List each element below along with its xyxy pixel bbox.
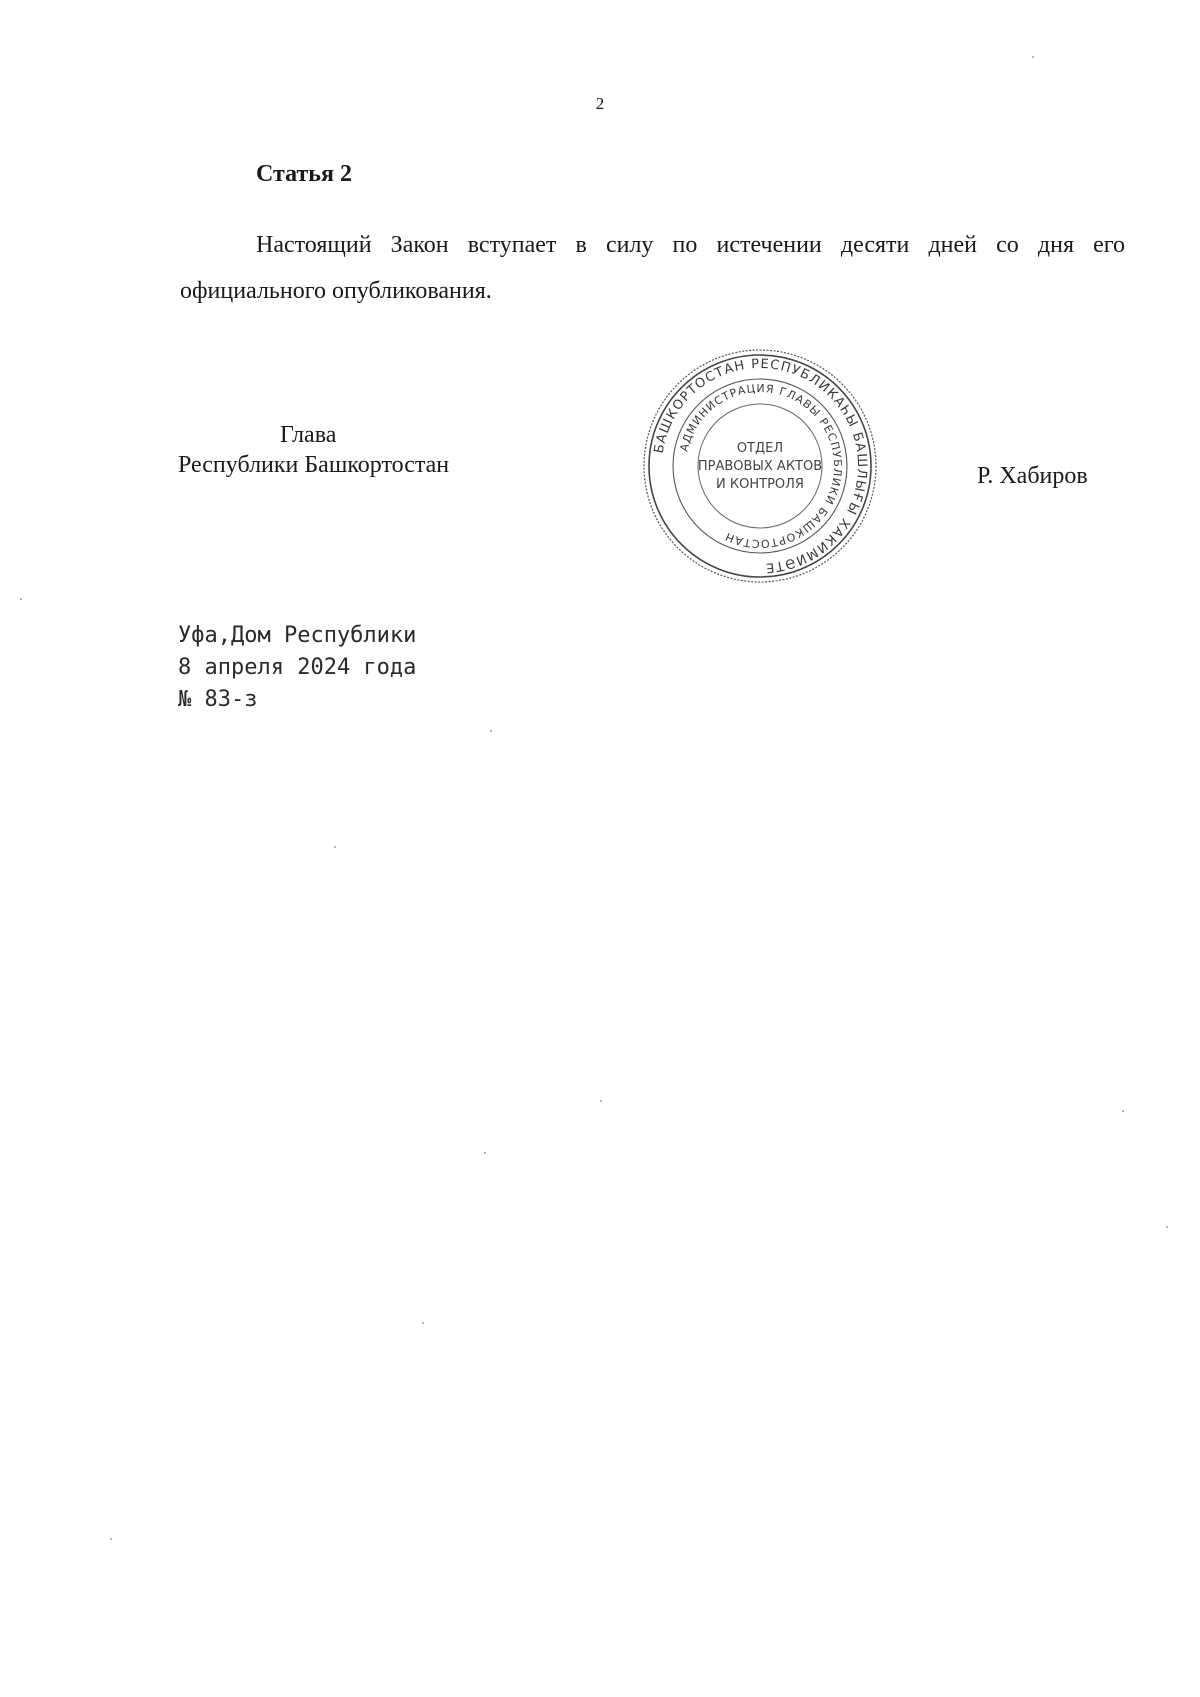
article-text: Настоящий Закон вступает в силу по истечении десяти дней со дня его официального опубликования. xyxy=(180,232,1125,304)
signer-name: Р. Хабиров xyxy=(977,463,1088,489)
stamp-graphic xyxy=(640,346,880,586)
enactment-place: Уфа,Дом Республики xyxy=(178,623,417,648)
law-number: № 83-з xyxy=(178,687,258,712)
scan-speck xyxy=(1166,1226,1168,1228)
stamp-center-line1: ОТДЕЛ xyxy=(736,441,784,456)
signer-position-region: Республики Башкортостан xyxy=(178,452,450,478)
enactment-details xyxy=(178,620,416,716)
stamp-outer-text: БАШКОРТОСТАН РЕСПУБЛИКАҺЫ БАШЛЫҒЫ ХАКИМИӘТЕ xyxy=(651,356,870,575)
stamp-center-line3: И КОНТРОЛЯ xyxy=(716,477,804,492)
stamp-inner-text: АДМИНИСТРАЦИЯ ГЛАВЫ РЕСПУБЛИКИ БАШКОРТОСТАН xyxy=(677,381,845,551)
signer-position xyxy=(178,420,449,480)
scan-speck xyxy=(422,1322,424,1324)
scan-speck xyxy=(490,730,492,732)
scan-speck xyxy=(334,846,336,848)
article-heading: Статья 2 xyxy=(256,161,352,187)
official-stamp xyxy=(640,346,880,586)
scan-speck xyxy=(110,1538,112,1540)
stamp-center-line2: ПРАВОВЫХ АКТОВ xyxy=(697,459,823,474)
scan-speck xyxy=(20,598,22,600)
enactment-date: 8 апреля 2024 года xyxy=(178,655,417,680)
scan-speck xyxy=(1122,1110,1124,1112)
signer-position-title: Глава xyxy=(280,422,337,448)
scan-speck xyxy=(484,1152,486,1154)
scan-speck xyxy=(600,1100,602,1102)
scan-speck xyxy=(1032,56,1034,58)
page-number: 2 xyxy=(595,94,605,113)
